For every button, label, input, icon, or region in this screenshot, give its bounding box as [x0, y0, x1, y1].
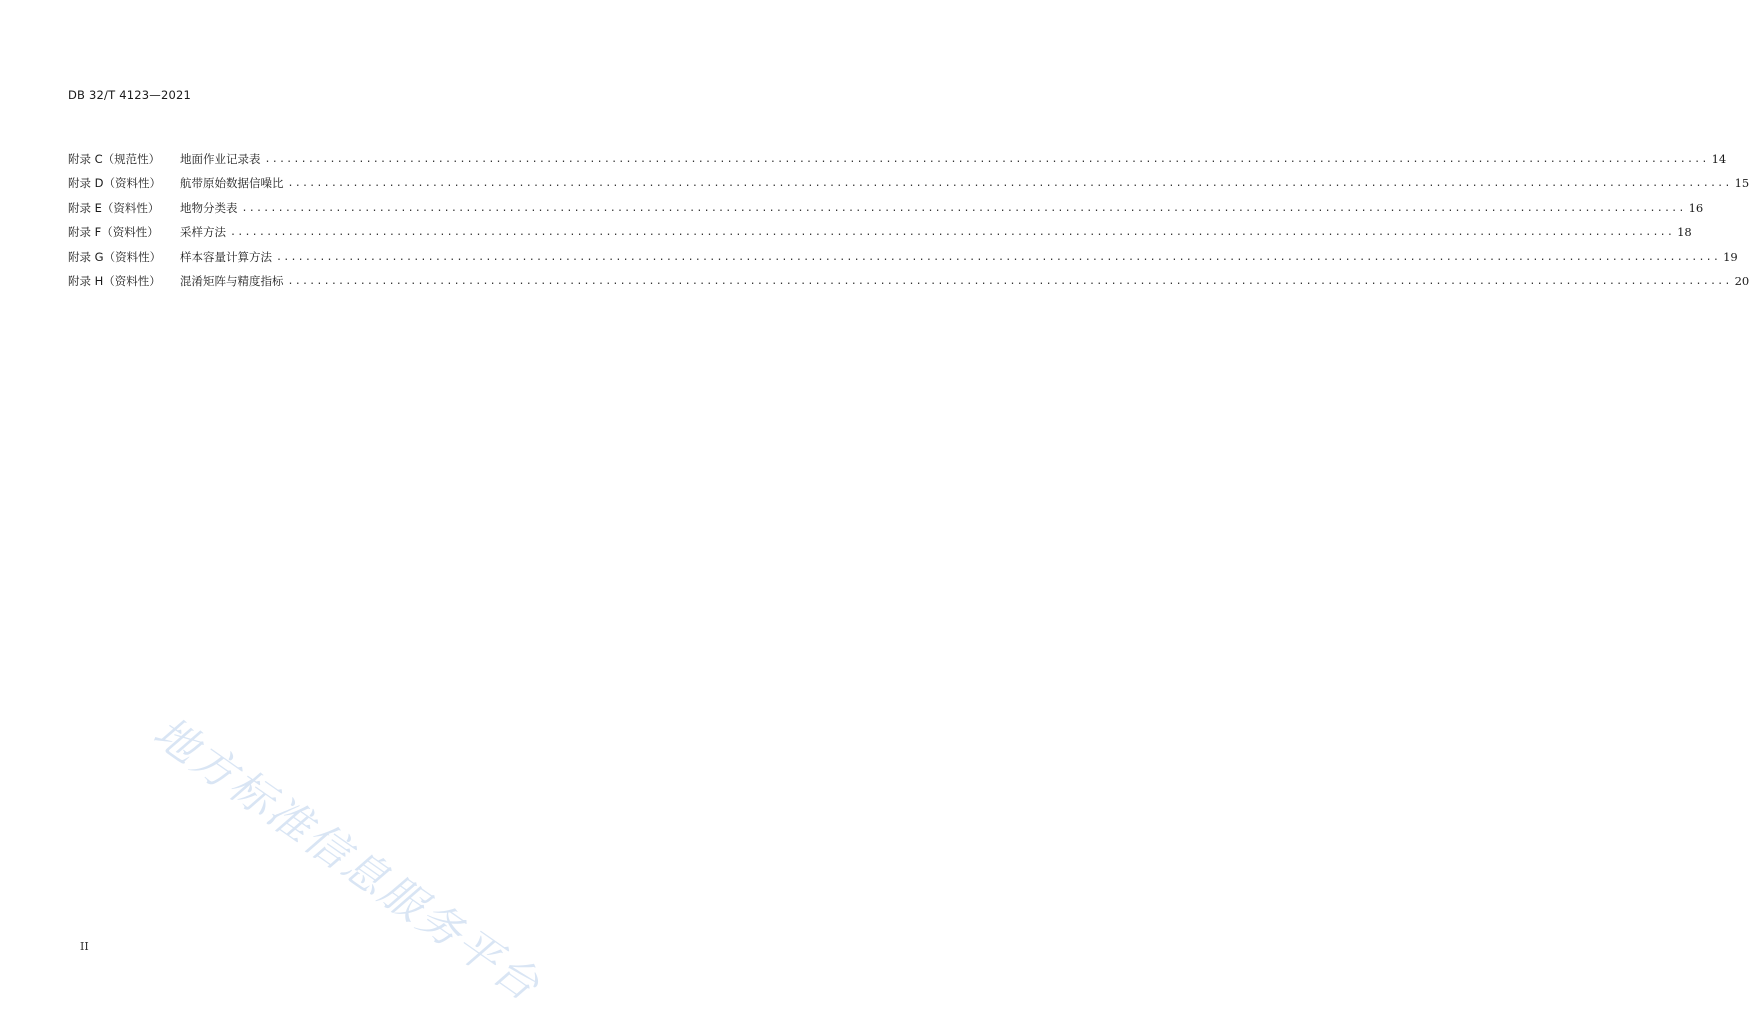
toc-appendix-label: 附录 H（资料性）: [68, 273, 161, 288]
toc-entry-appendix-c[interactable]: [68, 151, 1727, 175]
toc-entry-appendix-g[interactable]: [68, 249, 1738, 273]
toc-page-number: 14: [1711, 152, 1727, 166]
toc-entry-title: 样本容量计算方法: [180, 249, 272, 264]
toc-dot-leader: ........................................................................................................................................................................................................: [241, 202, 1686, 214]
toc-dot-leader: ........................................................................................................................................................................................................: [287, 178, 1732, 190]
toc-page-number: 20: [1734, 273, 1749, 288]
toc-entry-appendix-d[interactable]: [68, 175, 1749, 199]
toc-page-number: 18: [1677, 225, 1692, 240]
standard-code: DB 32/T 4123—2021: [68, 88, 192, 102]
toc-entry-title: 采样方法: [180, 225, 226, 240]
toc-entry-appendix-f[interactable]: [68, 224, 1692, 248]
toc-appendix-label: 附录 E（资料性）: [68, 200, 160, 215]
toc-page-number: 15: [1734, 176, 1749, 191]
toc-entry-appendix-h[interactable]: [68, 273, 1749, 297]
toc-appendix-label: 附录 G（资料性）: [68, 249, 162, 264]
page-number: II: [80, 940, 89, 953]
toc-entry-appendix-e[interactable]: [68, 200, 1704, 224]
toc-dot-leader: ........................................................................................................................................................................................................: [264, 154, 1709, 165]
toc-dot-leader: ........................................................................................................................................................................................................: [276, 251, 1721, 263]
toc-appendix-label: 附录 C（规范性）: [68, 152, 161, 166]
toc-appendix-label: 附录 F（资料性）: [68, 225, 159, 240]
watermark: 地方标准信息服务平台: [144, 707, 550, 1013]
toc-entry-title: 航带原始数据信噪比: [180, 176, 284, 191]
toc-dot-leader: ........................................................................................................................................................................................................: [287, 275, 1732, 287]
toc-page-number: 16: [1688, 200, 1704, 215]
toc-entry-title: 地面作业记录表: [180, 152, 261, 166]
toc-page-number: 19: [1723, 249, 1738, 264]
table-of-contents: [68, 151, 1749, 297]
toc-dot-leader: ........................................................................................................................................................................................................: [230, 227, 1675, 239]
toc-entry-title: 混淆矩阵与精度指标: [180, 273, 284, 288]
toc-entry-title: 地物分类表: [180, 200, 238, 215]
toc-appendix-label: 附录 D（资料性）: [68, 176, 162, 191]
